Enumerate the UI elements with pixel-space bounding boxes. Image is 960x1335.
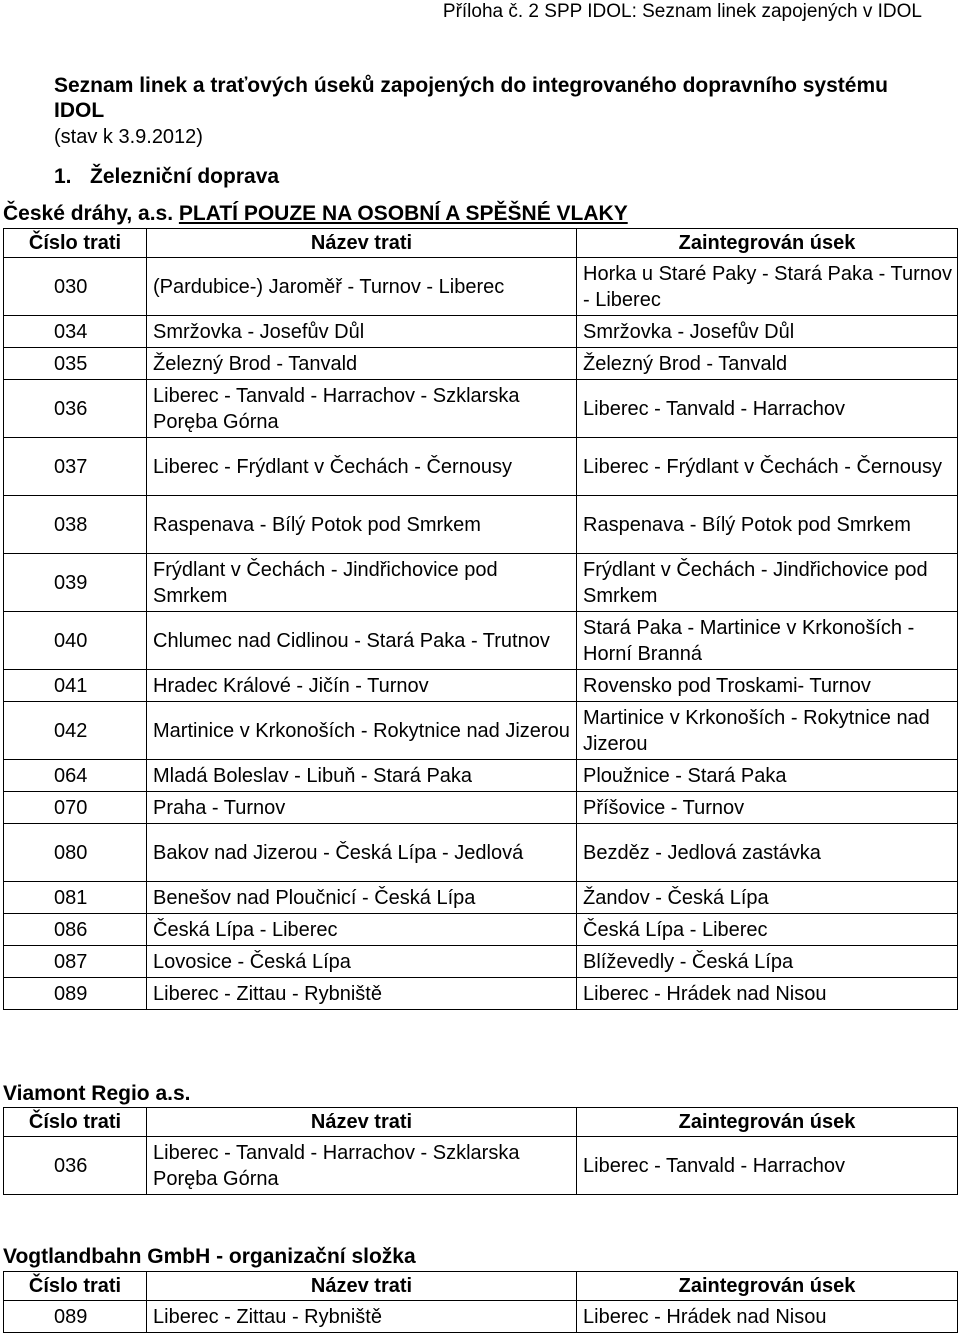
table-header-row xyxy=(4,1108,958,1137)
line-number-cell: 040 xyxy=(4,612,147,670)
integrated-segment-cell: Rovensko pod Troskami- Turnov xyxy=(577,670,958,702)
line-name-cell: Hradec Králové - Jičín - Turnov xyxy=(147,670,577,702)
line-name-cell: Liberec - Tanvald - Harrachov - Szklarska Poręba Górna xyxy=(147,380,577,438)
operator-note: PLATÍ POUZE NA OSOBNÍ A SPĚŠNÉ VLAKY xyxy=(178,202,628,225)
line-name-cell: (Pardubice-) Jaroměř - Turnov - Liberec xyxy=(147,258,577,316)
integrated-segment-cell: Ploužnice - Stará Paka xyxy=(577,760,958,792)
section-number: 1. xyxy=(54,165,72,188)
column-header-segment: Zaintegrován úsek xyxy=(577,1108,958,1137)
line-name-cell: Benešov nad Ploučnicí - Česká Lípa xyxy=(147,882,577,914)
line-number-cell: 086 xyxy=(4,914,147,946)
line-number-cell: 080 xyxy=(4,824,147,882)
integrated-segment-cell: Martinice v Krkonoších - Rokytnice nad Jizerou xyxy=(577,702,958,760)
table-row xyxy=(4,760,958,792)
line-number-cell: 039 xyxy=(4,554,147,612)
table-header-row xyxy=(4,229,958,258)
line-name-cell: Praha - Turnov xyxy=(147,792,577,824)
column-header-line: Číslo trati xyxy=(4,1272,147,1301)
column-header-name: Název trati xyxy=(147,229,577,258)
line-name-cell: Česká Lípa - Liberec xyxy=(147,914,577,946)
table-row xyxy=(4,1301,958,1333)
table-row xyxy=(4,978,958,1010)
table-row xyxy=(4,882,958,914)
integrated-segment-cell: Liberec - Hrádek nad Nisou xyxy=(577,1301,958,1333)
operator-heading-cd xyxy=(3,201,628,227)
section-heading xyxy=(54,164,279,190)
table-row xyxy=(4,946,958,978)
operator-heading-vogtlandbahn xyxy=(3,1244,416,1270)
section-label: Železniční doprava xyxy=(90,165,280,188)
table-row xyxy=(4,258,958,316)
table-row xyxy=(4,612,958,670)
line-name-cell: Železný Brod - Tanvald xyxy=(147,348,577,380)
line-name-cell: Raspenava - Bílý Potok pod Smrkem xyxy=(147,496,577,554)
table-row xyxy=(4,914,958,946)
line-name-cell: Bakov nad Jizerou - Česká Lípa - Jedlová xyxy=(147,824,577,882)
document-state-date: (stav k 3.9.2012) xyxy=(54,126,203,148)
operator-name: Viamont Regio a.s. xyxy=(3,1082,191,1105)
line-number-cell: 035 xyxy=(4,348,147,380)
integrated-segment-cell: Liberec - Tanvald - Harrachov xyxy=(577,1137,958,1195)
lines-table-vogtlandbahn xyxy=(3,1271,958,1333)
page-header: Příloha č. 2 SPP IDOL: Seznam linek zapojených v IDOL xyxy=(442,1,922,22)
operator-name: České dráhy, a.s. xyxy=(3,202,174,225)
integrated-segment-cell: Smržovka - Josefův Důl xyxy=(577,316,958,348)
line-number-cell: 042 xyxy=(4,702,147,760)
line-number-cell: 087 xyxy=(4,946,147,978)
column-header-segment: Zaintegrován úsek xyxy=(577,229,958,258)
line-number-cell: 041 xyxy=(4,670,147,702)
line-name-cell: Liberec - Tanvald - Harrachov - Szklarska Poręba Górna xyxy=(147,1137,577,1195)
document-title: Seznam linek a traťových úseků zapojených do integrovaného dopravního systému IDOL xyxy=(54,74,888,122)
integrated-segment-cell: Liberec - Tanvald - Harrachov xyxy=(577,380,958,438)
column-header-line: Číslo trati xyxy=(4,1108,147,1137)
table-row xyxy=(4,438,958,496)
operator-heading-viamont xyxy=(3,1081,191,1107)
integrated-segment-cell: Žandov - Česká Lípa xyxy=(577,882,958,914)
integrated-segment-cell: Česká Lípa - Liberec xyxy=(577,914,958,946)
integrated-segment-cell: Příšovice - Turnov xyxy=(577,792,958,824)
line-number-cell: 064 xyxy=(4,760,147,792)
line-number-cell: 089 xyxy=(4,1301,147,1333)
line-number-cell: 036 xyxy=(4,380,147,438)
table-row xyxy=(4,670,958,702)
column-header-line: Číslo trati xyxy=(4,229,147,258)
line-name-cell: Mladá Boleslav - Libuň - Stará Paka xyxy=(147,760,577,792)
table-row xyxy=(4,380,958,438)
line-number-cell: 081 xyxy=(4,882,147,914)
line-name-cell: Liberec - Frýdlant v Čechách - Černousy xyxy=(147,438,577,496)
line-name-cell: Lovosice - Česká Lípa xyxy=(147,946,577,978)
column-header-name: Název trati xyxy=(147,1272,577,1301)
integrated-segment-cell: Horka u Staré Paky - Stará Paka - Turnov - Liberec xyxy=(577,258,958,316)
integrated-segment-cell: Železný Brod - Tanvald xyxy=(577,348,958,380)
lines-table-cd xyxy=(3,228,958,1010)
column-header-segment: Zaintegrován úsek xyxy=(577,1272,958,1301)
table-row xyxy=(4,792,958,824)
table-row xyxy=(4,702,958,760)
table-row xyxy=(4,496,958,554)
table-row xyxy=(4,316,958,348)
line-number-cell: 070 xyxy=(4,792,147,824)
line-name-cell: Liberec - Zittau - Rybniště xyxy=(147,1301,577,1333)
integrated-segment-cell: Bezděz - Jedlová zastávka xyxy=(577,824,958,882)
table-row xyxy=(4,824,958,882)
integrated-segment-cell: Blíževedly - Česká Lípa xyxy=(577,946,958,978)
table-row xyxy=(4,1137,958,1195)
line-name-cell: Liberec - Zittau - Rybniště xyxy=(147,978,577,1010)
line-name-cell: Martinice v Krkonoších - Rokytnice nad Jizerou xyxy=(147,702,577,760)
integrated-segment-cell: Stará Paka - Martinice v Krkonoších - Horní Branná xyxy=(577,612,958,670)
line-number-cell: 034 xyxy=(4,316,147,348)
integrated-segment-cell: Liberec - Frýdlant v Čechách - Černousy xyxy=(577,438,958,496)
line-number-cell: 037 xyxy=(4,438,147,496)
line-name-cell: Chlumec nad Cidlinou - Stará Paka - Trutnov xyxy=(147,612,577,670)
integrated-segment-cell: Frýdlant v Čechách - Jindřichovice pod Smrkem xyxy=(577,554,958,612)
line-name-cell: Frýdlant v Čechách - Jindřichovice pod Smrkem xyxy=(147,554,577,612)
line-number-cell: 030 xyxy=(4,258,147,316)
line-number-cell: 036 xyxy=(4,1137,147,1195)
table-row xyxy=(4,554,958,612)
integrated-segment-cell: Raspenava - Bílý Potok pod Smrkem xyxy=(577,496,958,554)
integrated-segment-cell: Liberec - Hrádek nad Nisou xyxy=(577,978,958,1010)
table-header-row xyxy=(4,1272,958,1301)
line-number-cell: 038 xyxy=(4,496,147,554)
table-row xyxy=(4,348,958,380)
column-header-name: Název trati xyxy=(147,1108,577,1137)
lines-table-viamont xyxy=(3,1107,958,1195)
operator-name: Vogtlandbahn GmbH - organizační složka xyxy=(3,1245,416,1268)
line-number-cell: 089 xyxy=(4,978,147,1010)
line-name-cell: Smržovka - Josefův Důl xyxy=(147,316,577,348)
